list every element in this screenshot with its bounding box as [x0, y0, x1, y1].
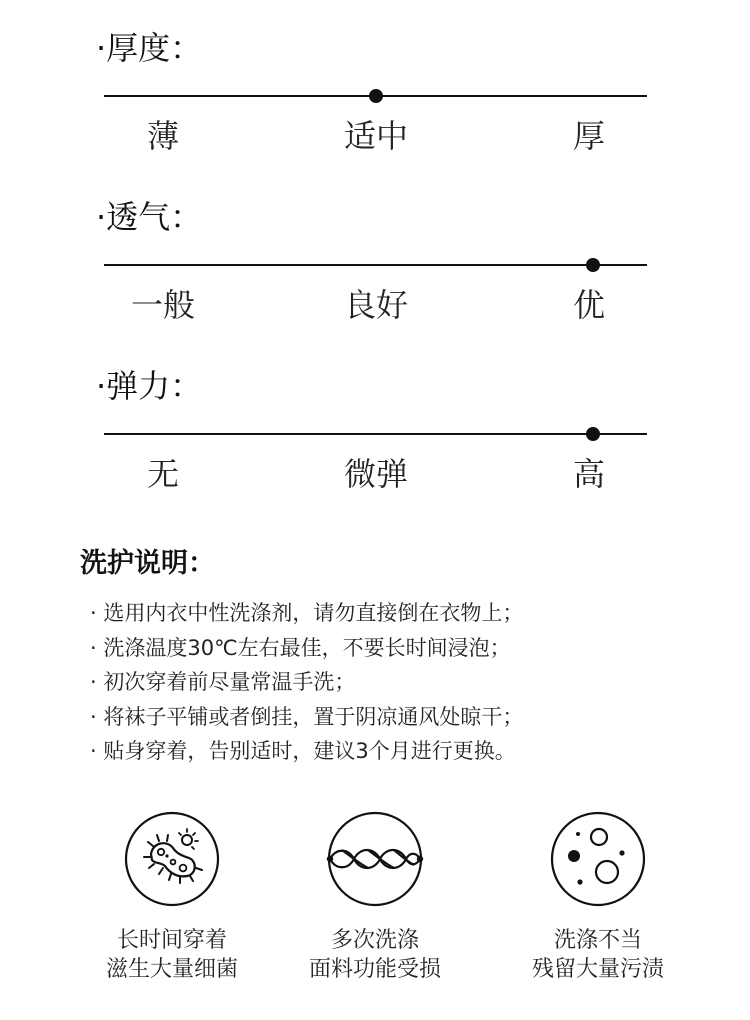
icon-block-stains: [488, 810, 708, 984]
icon-caption-line2: 滋生大量细菌: [105, 957, 238, 982]
scale-indicator: [586, 258, 600, 272]
icon-block-twisted: [265, 810, 485, 984]
care-list: [90, 596, 523, 769]
bacteria-icon: [123, 810, 221, 908]
care-item: · 洗涤温度30℃左右最佳，不要长时间浸泡；: [90, 635, 511, 660]
icon-caption-line2: 残留大量污渍: [531, 957, 664, 982]
scale-label-mid: 良好: [343, 286, 409, 324]
scale-label-high: 优: [572, 286, 606, 324]
scale-track: [104, 433, 647, 435]
attr-title: ·厚度：: [96, 29, 203, 67]
icon-caption-line1: 洗涤不当: [553, 928, 642, 953]
scale-label-high: 厚: [572, 117, 606, 155]
scale-track: [104, 95, 647, 97]
scale-label-mid: 适中: [343, 117, 409, 155]
attr-breathability: [0, 197, 750, 367]
icon-caption-line1: 长时间穿着: [116, 928, 227, 953]
scale-label-mid: 微弹: [343, 455, 409, 493]
scale-label-low: 一般: [130, 286, 196, 324]
icon-block-bacteria: [62, 810, 282, 984]
twisted-fabric-icon: [326, 810, 424, 908]
attr-title: ·透气：: [96, 198, 203, 236]
care-item: · 初次穿着前尽量常温手洗；: [90, 670, 356, 694]
attr-elasticity: [0, 366, 750, 536]
scale-label-low: 无: [146, 455, 180, 493]
attr-thickness: [0, 28, 750, 198]
scale-indicator: [369, 89, 383, 103]
scale-track: [104, 264, 647, 266]
stain-spots-icon: [549, 810, 647, 908]
attr-title: ·弹力：: [96, 367, 203, 405]
care-title: 洗护说明：: [80, 548, 215, 579]
care-item: · 贴身穿着，告别适时，建议3个月进行更换。: [90, 739, 516, 763]
care-item: · 选用内衣中性洗涤剂，请勿直接倒在衣物上；: [90, 601, 524, 625]
scale-label-low: 薄: [146, 117, 180, 155]
care-item: · 将袜子平铺或者倒挂，置于阴凉通风处晾干；: [90, 704, 524, 729]
icon-caption-line1: 多次洗涤: [330, 928, 419, 953]
icon-caption-line2: 面料功能受损: [308, 957, 441, 982]
scale-label-high: 高: [572, 455, 606, 493]
scale-indicator: [586, 427, 600, 441]
